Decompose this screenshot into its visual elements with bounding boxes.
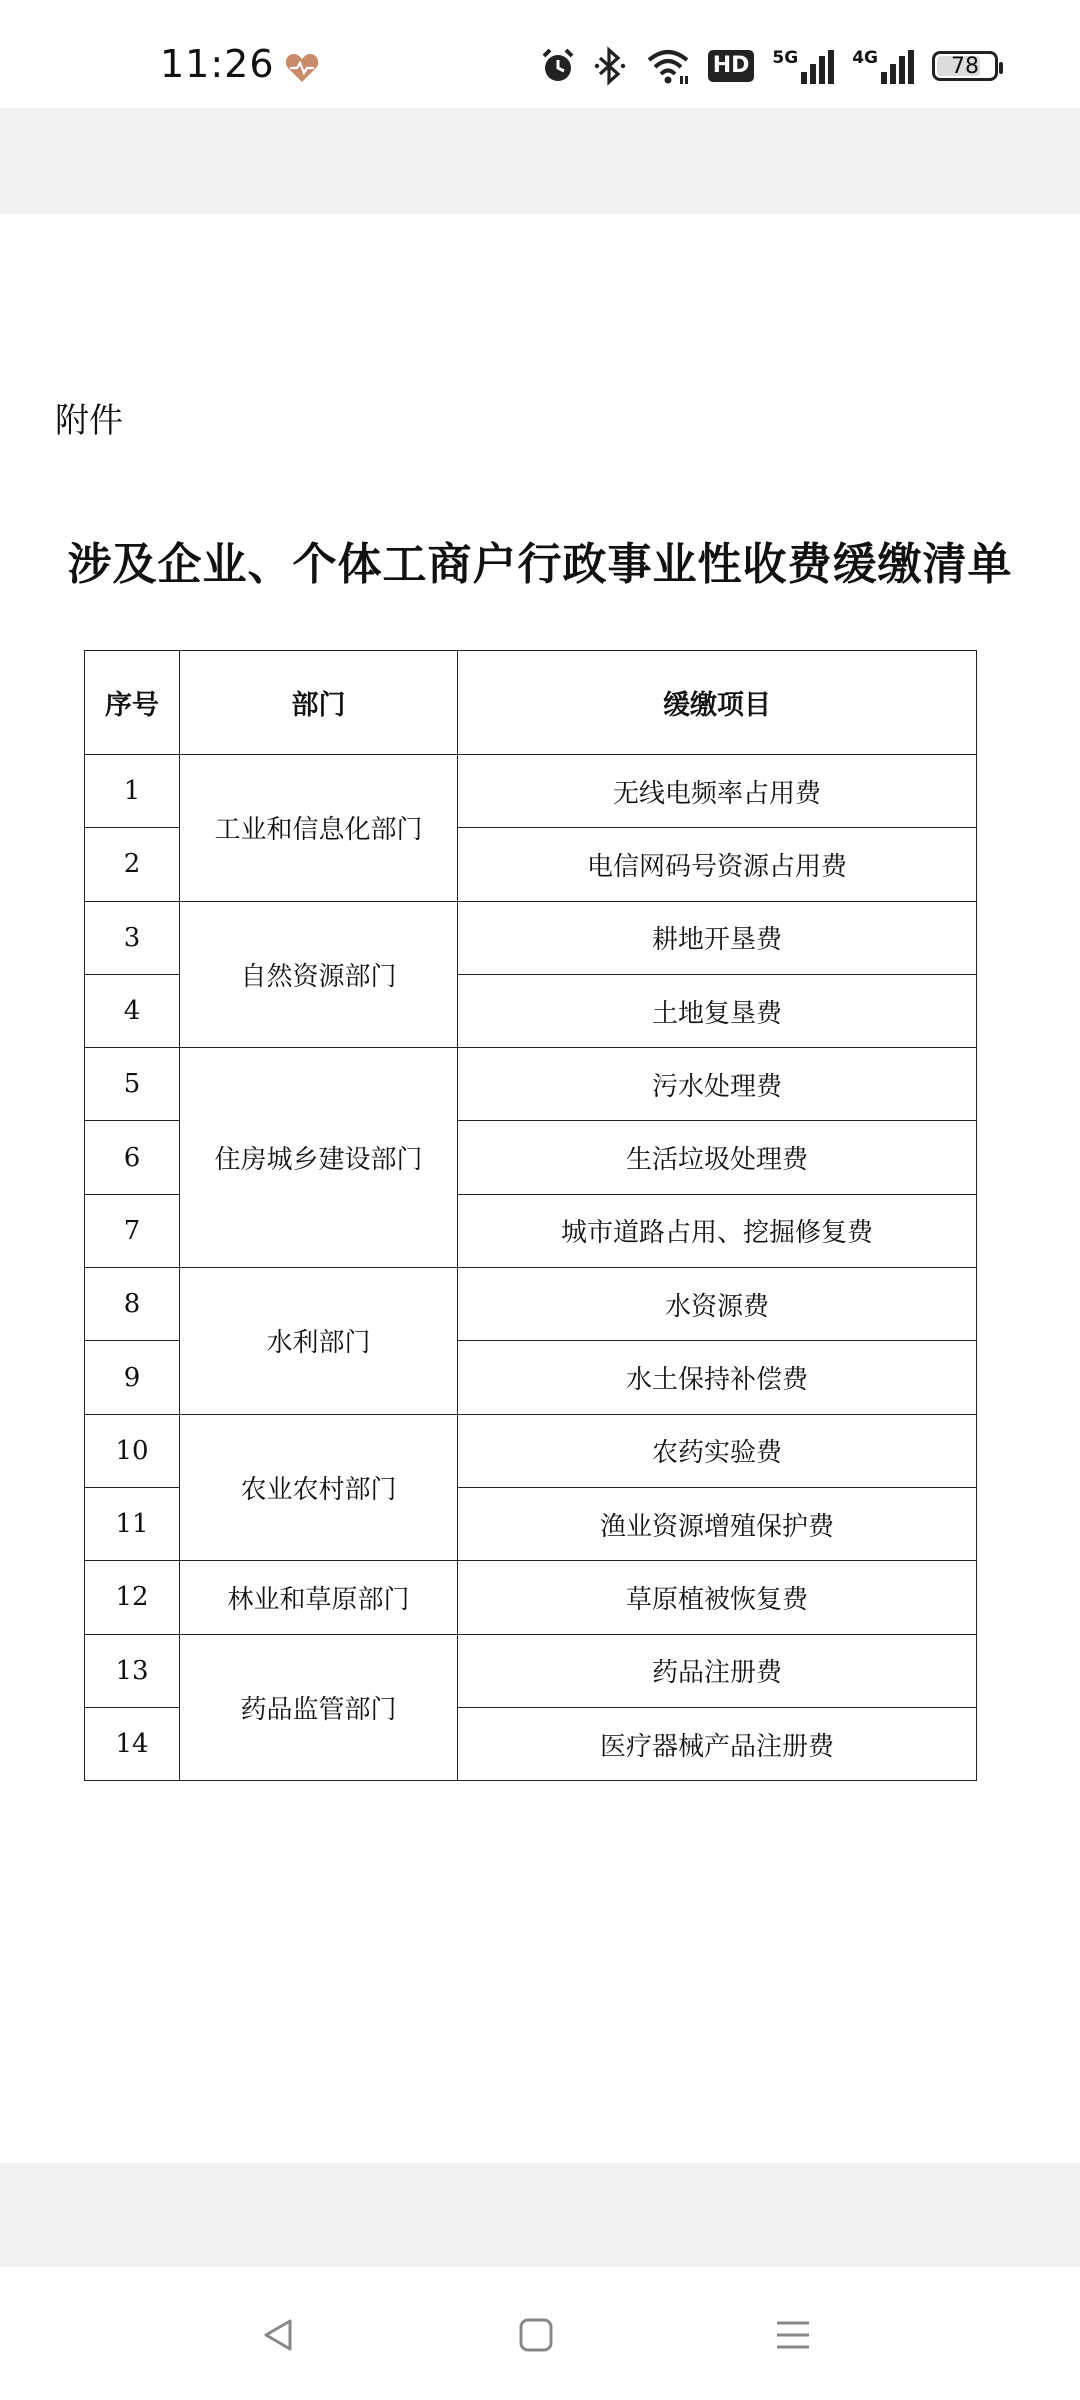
home-icon (516, 2315, 556, 2355)
header-department: 部门 (180, 651, 458, 755)
fee-item-cell: 土地复垦费 (458, 974, 977, 1047)
back-icon (258, 2315, 298, 2355)
row-index: 4 (85, 974, 180, 1047)
wifi-icon (646, 46, 690, 86)
header-item: 缓缴项目 (458, 651, 977, 755)
department-cell: 药品监管部门 (180, 1634, 458, 1781)
fee-item-cell: 电信网码号资源占用费 (458, 828, 977, 901)
status-time: 11:26 (160, 42, 275, 86)
battery-level: 78 (951, 53, 979, 79)
table-row (85, 1561, 977, 1634)
alarm-icon (540, 46, 576, 86)
signal-4g-icon (852, 48, 914, 84)
hd-icon: HD (708, 50, 755, 82)
fee-item-cell: 污水处理费 (458, 1048, 977, 1121)
fee-item-cell: 城市道路占用、挖掘修复费 (458, 1194, 977, 1267)
row-index: 8 (85, 1268, 180, 1341)
heart-rate-icon (284, 52, 320, 84)
attachment-label: 附件 (55, 401, 123, 441)
table-row (85, 1414, 977, 1487)
row-index: 3 (85, 901, 180, 974)
toolbar-band-top (0, 108, 1080, 214)
header-index: 序号 (85, 651, 180, 755)
department-cell: 工业和信息化部门 (180, 755, 458, 902)
row-index: 5 (85, 1048, 180, 1121)
fee-item-cell: 草原植被恢复费 (458, 1561, 977, 1634)
row-index: 11 (85, 1487, 180, 1560)
navigation-bar (0, 2267, 1080, 2400)
signal-5g-icon (772, 48, 834, 84)
bluetooth-icon (594, 46, 628, 86)
signal-5g-label: 5G (772, 48, 799, 68)
row-index: 13 (85, 1634, 180, 1707)
department-cell: 林业和草原部门 (180, 1561, 458, 1634)
table-row (85, 901, 977, 974)
fee-item-cell: 药品注册费 (458, 1634, 977, 1707)
table-row (85, 755, 977, 828)
table-row (85, 1048, 977, 1121)
table-row (85, 1634, 977, 1707)
row-index: 14 (85, 1707, 180, 1780)
row-index: 1 (85, 755, 180, 828)
fee-item-cell: 耕地开垦费 (458, 901, 977, 974)
row-index: 7 (85, 1194, 180, 1267)
battery-icon (932, 51, 998, 81)
fee-item-cell: 医疗器械产品注册费 (458, 1707, 977, 1780)
department-cell: 农业农村部门 (180, 1414, 458, 1561)
status-icons (540, 46, 998, 86)
fee-item-cell: 无线电频率占用费 (458, 755, 977, 828)
table-row (85, 1268, 977, 1341)
fee-item-cell: 水资源费 (458, 1268, 977, 1341)
fee-item-cell: 渔业资源增殖保护费 (458, 1487, 977, 1560)
fee-deferral-table (84, 650, 977, 1781)
signal-4g-label: 4G (852, 48, 878, 68)
back-button[interactable] (238, 2295, 318, 2375)
row-index: 2 (85, 828, 180, 901)
fee-item-cell: 水土保持补偿费 (458, 1341, 977, 1414)
document-title: 涉及企业、个体工商户行政事业性收费缓缴清单 (67, 539, 1013, 590)
fee-item-cell: 生活垃圾处理费 (458, 1121, 977, 1194)
table-header-row (85, 651, 977, 755)
department-cell: 水利部门 (180, 1268, 458, 1415)
row-index: 6 (85, 1121, 180, 1194)
home-button[interactable] (496, 2295, 576, 2375)
row-index: 9 (85, 1341, 180, 1414)
menu-button[interactable] (753, 2295, 833, 2375)
table-body (85, 755, 977, 1781)
toolbar-band-bottom (0, 2163, 1080, 2267)
row-index: 12 (85, 1561, 180, 1634)
status-bar (0, 0, 1080, 108)
row-index: 10 (85, 1414, 180, 1487)
menu-icon (773, 2315, 813, 2355)
fee-item-cell: 农药实验费 (458, 1414, 977, 1487)
department-cell: 自然资源部门 (180, 901, 458, 1048)
department-cell: 住房城乡建设部门 (180, 1048, 458, 1268)
